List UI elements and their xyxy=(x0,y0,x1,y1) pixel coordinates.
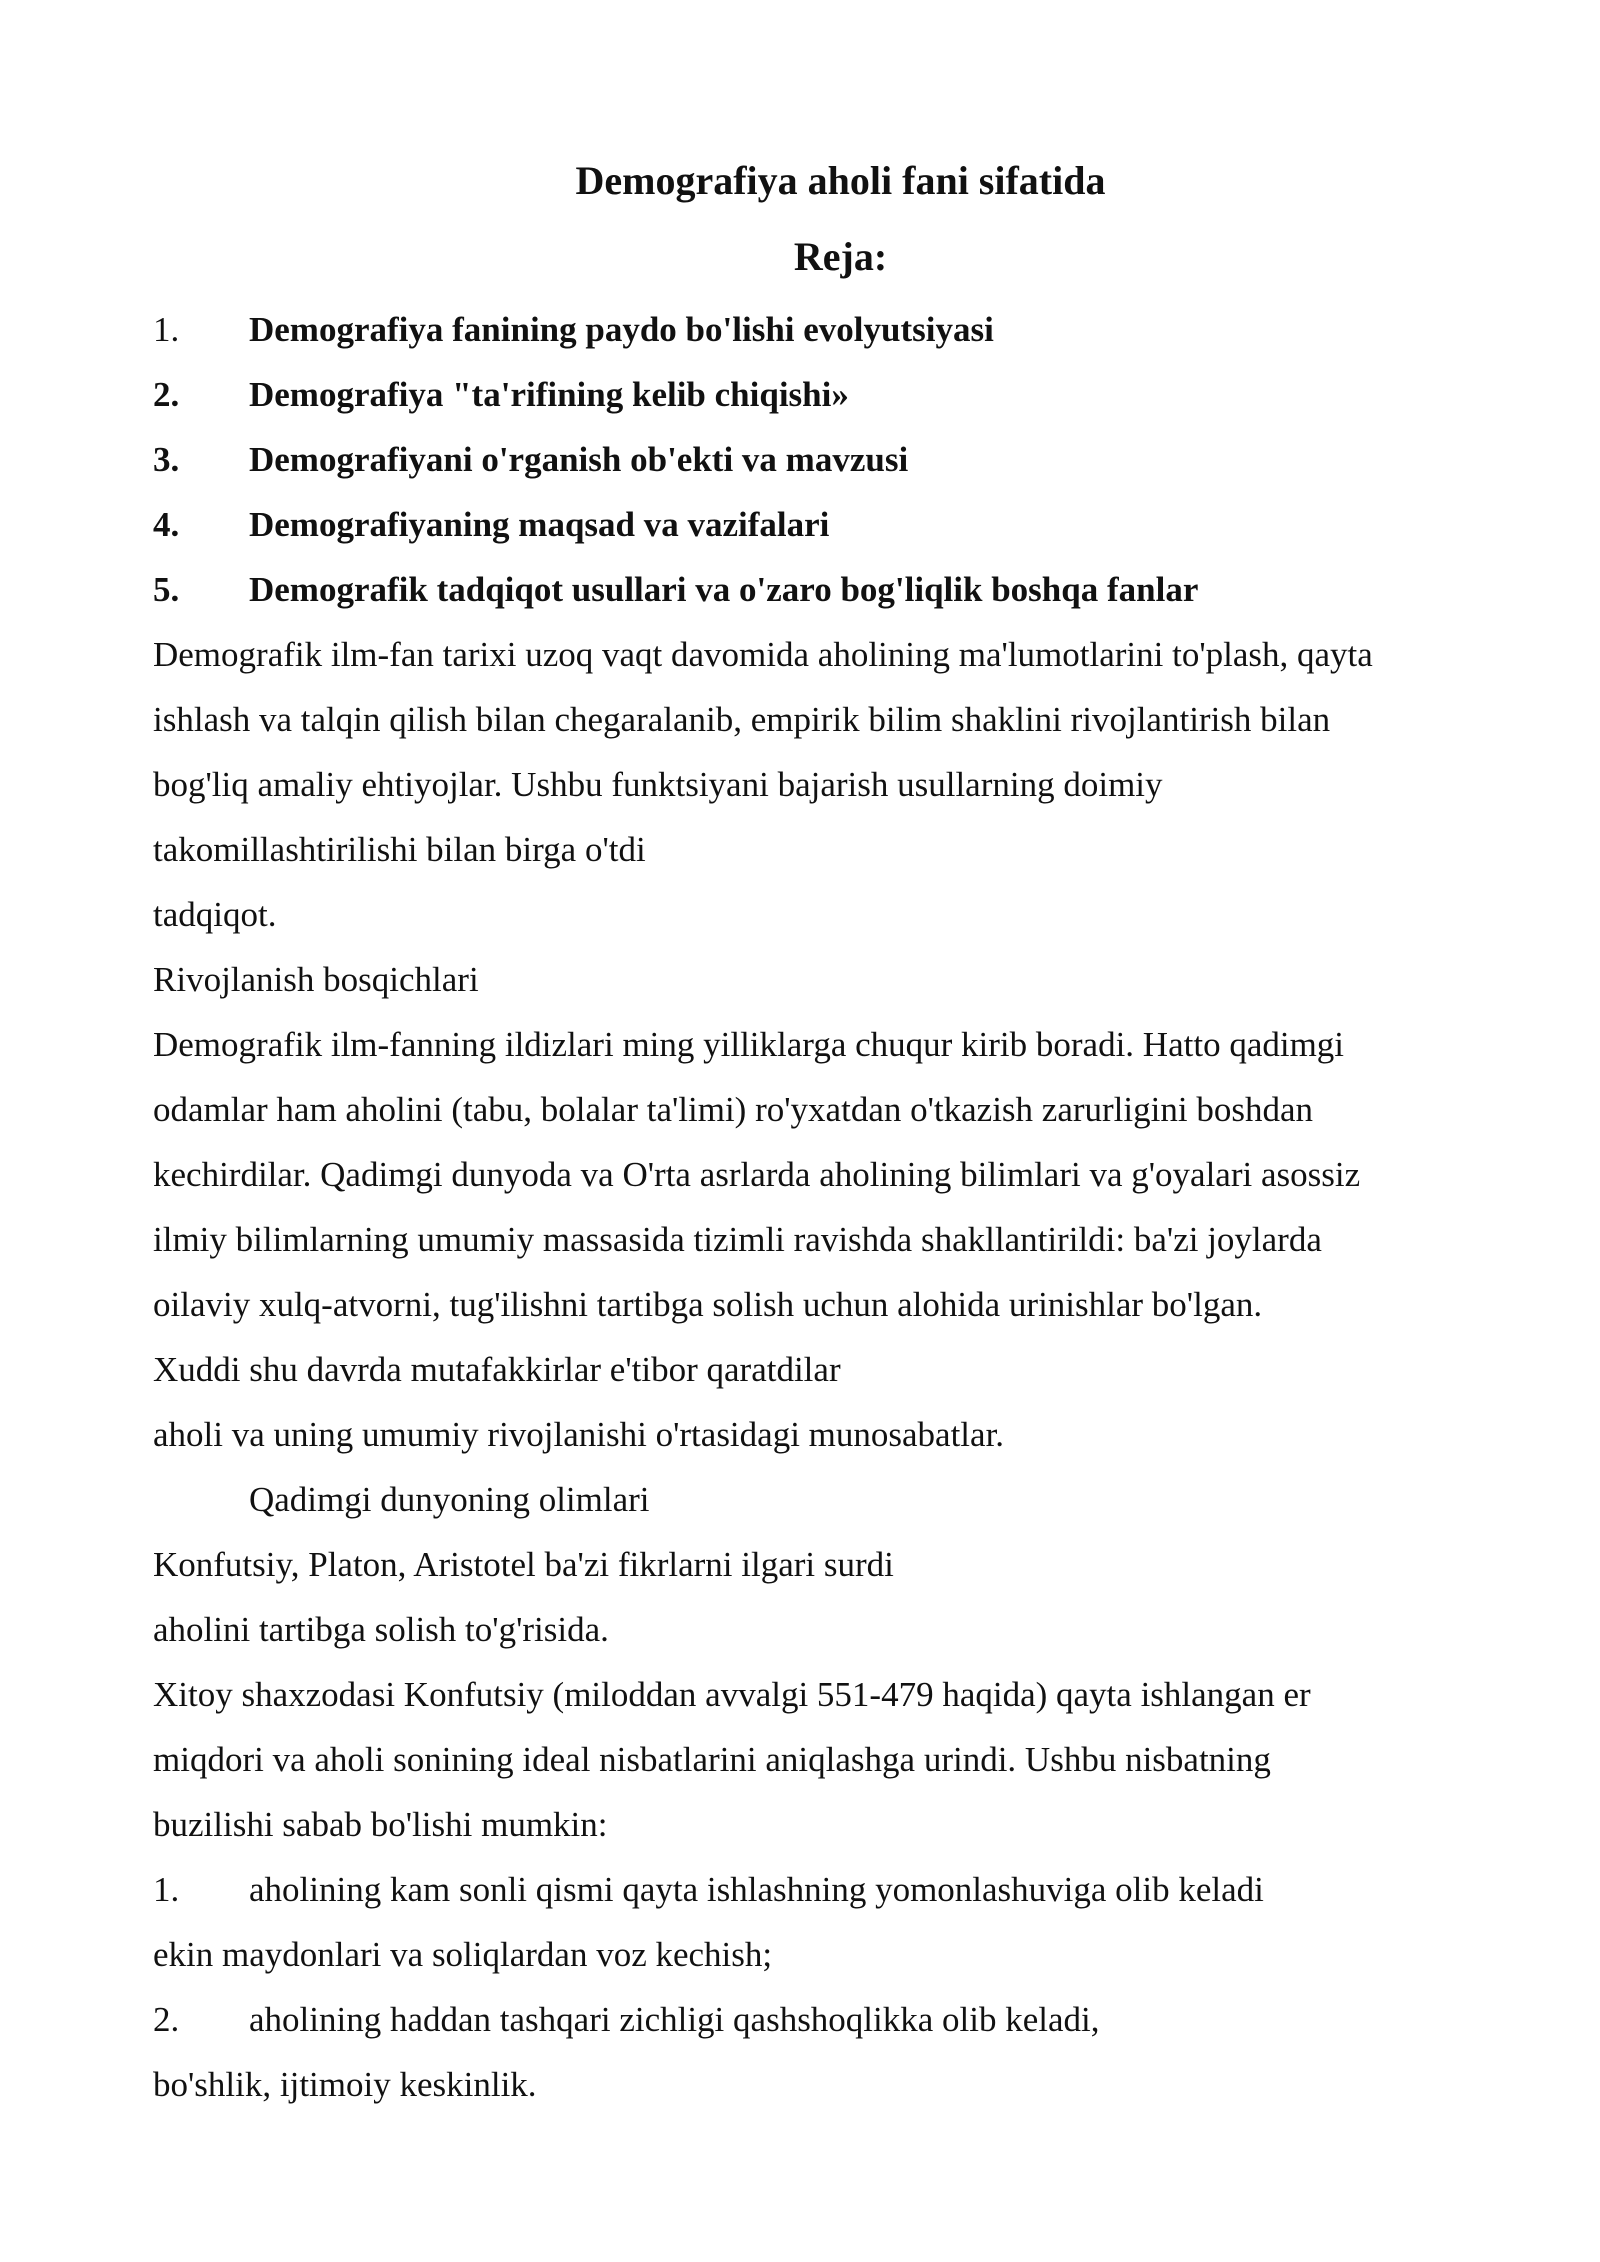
body-line: Demografik ilm-fanning ildizlari ming yilliklarga chuqur kirib boradi. Hatto qadimgi xyxy=(153,1025,1345,1064)
reason-text: aholining kam sonli qismi qayta ishlashning yomonlashuviga olib keladi xyxy=(249,1870,1264,1909)
body-line: ishlash va talqin qilish bilan chegaralanib, empirik bilim shaklini rivojlantirish bilan xyxy=(153,700,1331,739)
body-line: odamlar ham aholini (tabu, bolalar ta'limi) ro'yxatdan o'tkazish zarurligini boshdan xyxy=(153,1090,1313,1129)
reason-item xyxy=(153,1987,1483,2052)
plan-item xyxy=(153,297,1483,362)
body-line: Konfutsiy, Platon, Aristotel ba'zi fikrlarni ilgari surdi xyxy=(153,1545,894,1584)
plan-item-text: Demografiyani o'rganish ob'ekti va mavzusi xyxy=(249,440,909,479)
body-line: aholi va uning umumiy rivojlanishi o'rtasidagi munosabatlar. xyxy=(153,1415,1005,1454)
plan-item-text: Demografiya fanining paydo bo'lishi evolyutsiyasi xyxy=(249,310,994,349)
plan-item xyxy=(153,557,1483,622)
plan-list xyxy=(153,297,1483,622)
plan-item xyxy=(153,427,1483,492)
body-line: Xuddi shu davrda mutafakkirlar e'tibor qaratdilar xyxy=(153,1350,841,1389)
body-line: takomillashtirilishi bilan birga o'tdi xyxy=(153,830,646,869)
document-title: Demografiya aholi fani sifatida xyxy=(575,158,1106,203)
reason-continuation: bo'shlik, ijtimoiy keskinlik. xyxy=(153,2065,537,2104)
body-line: aholini tartibga solish to'g'risida. xyxy=(153,1610,609,1649)
plan-heading: Reja: xyxy=(793,234,888,279)
reason-number: 1. xyxy=(153,1870,180,1909)
body-line: miqdori va aholi sonining ideal nisbatlarini aniqlashga urindi. Ushbu nisbatning xyxy=(153,1740,1271,1779)
body-line: buzilishi sabab bo'lishi mumkin: xyxy=(153,1805,608,1844)
plan-item-text: Demografiyaning maqsad va vazifalari xyxy=(249,505,830,544)
reason-item xyxy=(153,1857,1483,1922)
plan-item xyxy=(153,362,1483,427)
body-line: Demografik ilm-fan tarixi uzoq vaqt davomida aholining ma'lumotlarini to'plash, qayta xyxy=(153,635,1373,674)
body-text xyxy=(153,622,1483,1857)
plan-item-number: 4. xyxy=(153,505,180,544)
body-line: Xitoy shaxzodasi Konfutsiy (miloddan avvalgi 551-479 haqida) qayta ishlangan er xyxy=(153,1675,1311,1714)
reason-number: 2. xyxy=(153,2000,180,2039)
reason-continuation: ekin maydonlari va soliqlardan voz kechish; xyxy=(153,1935,773,1974)
body-line: kechirdilar. Qadimgi dunyoda va O'rta asrlarda aholining bilimlari va g'oyalari asossiz xyxy=(153,1155,1361,1194)
plan-item-number: 3. xyxy=(153,440,180,479)
document-content xyxy=(153,145,1483,2117)
plan-item-text: Demografik tadqiqot usullari va o'zaro bog'liqlik boshqa fanlar xyxy=(249,570,1199,609)
section-subheading: Rivojlanish bosqichlari xyxy=(153,960,479,999)
body-line: ilmiy bilimlarning umumiy massasida tizimli ravishda shakllantirildi: ba'zi joylarda xyxy=(153,1220,1322,1259)
plan-item-text: Demografiya "ta'rifining kelib chiqishi» xyxy=(249,375,849,414)
body-line: bog'liq amaliy ehtiyojlar. Ushbu funktsiyani bajarish usullarning doimiy xyxy=(153,765,1163,804)
reason-text: aholining haddan tashqari zichligi qashshoqlikka olib keladi, xyxy=(249,2000,1100,2039)
plan-item xyxy=(153,492,1483,557)
reasons-list xyxy=(153,1857,1483,2117)
body-line: oilaviy xulq-atvorni, tug'ilishni tartibga solish uchun alohida urinishlar bo'lgan. xyxy=(153,1285,1263,1324)
plan-item-number: 5. xyxy=(153,570,180,609)
indented-line: Qadimgi dunyoning olimlari xyxy=(249,1480,650,1519)
body-line: tadqiqot. xyxy=(153,895,277,934)
plan-item-number: 2. xyxy=(153,375,180,414)
plan-item-number: 1. xyxy=(153,310,180,349)
